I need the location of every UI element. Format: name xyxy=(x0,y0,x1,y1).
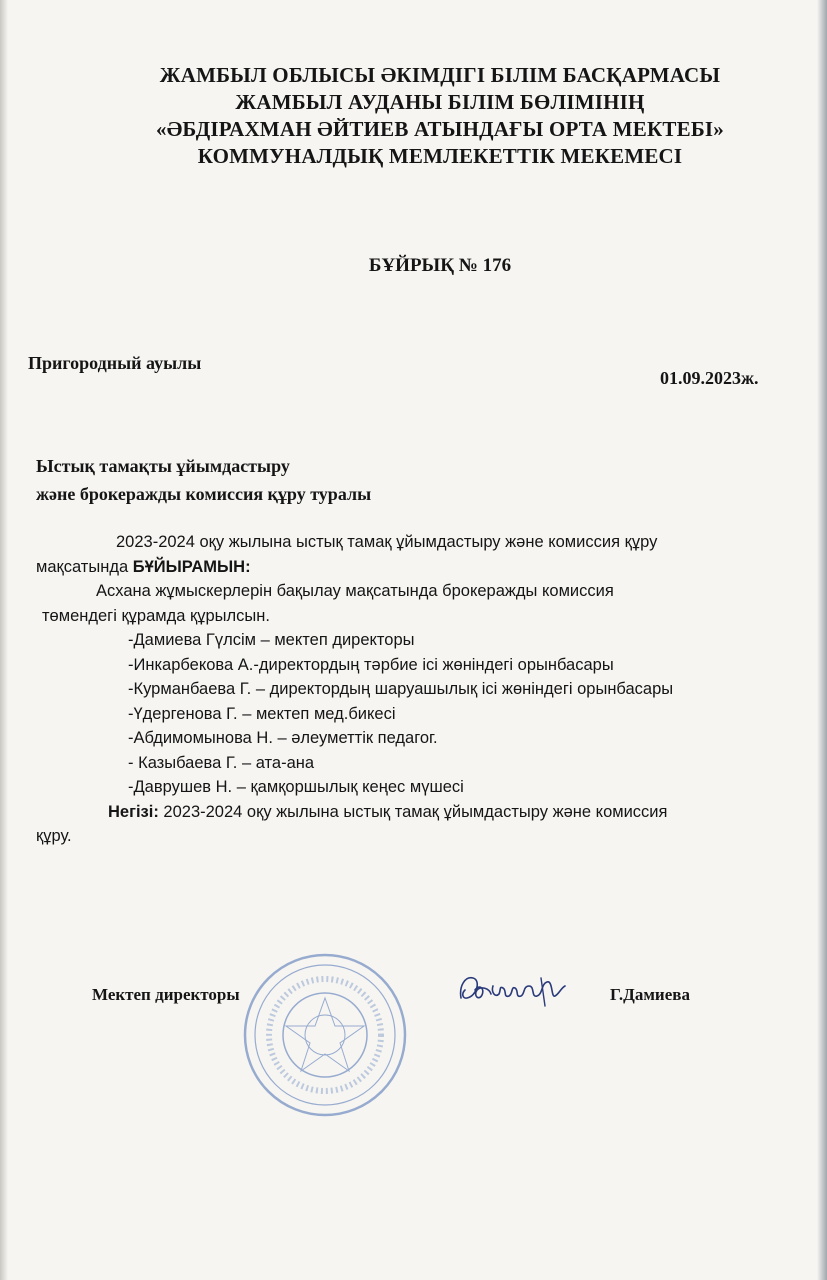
header-line-2: ЖАМБЫЛ АУДАНЫ БІЛІМ БӨЛІМІНІҢ xyxy=(235,90,645,114)
basis-text: 2023-2024 оқу жылына ыстық тамақ ұйымдастыру және комиссия xyxy=(158,802,668,821)
list-item: -Үдергенова Г. – мектеп мед.бикесі xyxy=(128,704,396,723)
place-of-issue: Пригородный ауылы xyxy=(28,353,202,373)
order-subject xyxy=(36,452,371,508)
subject-line-1: Ыстық тамақты ұйымдастыру xyxy=(36,456,290,476)
list-item: -Даврушев Н. – қамқоршылық кеңес мүшесі xyxy=(128,778,464,796)
header-line-4: КОММУНАЛДЫҚ МЕМЛЕКЕТТІК МЕКЕМЕСІ xyxy=(197,144,683,168)
handwritten-signature xyxy=(455,968,575,1013)
paragraph-2-line-2: төмендегі құрамда құрылсын. xyxy=(42,606,270,625)
paragraph-1-prefix: мақсатында xyxy=(36,557,133,576)
list-item: -Дамиева Гүлсім – мектеп директоры xyxy=(128,631,415,649)
organization-header xyxy=(100,62,780,170)
order-date: 01.09.2023ж. xyxy=(660,368,759,388)
list-item: -Абдимомынова Н. – әлеуметтік педагог. xyxy=(128,729,438,747)
paragraph-1-line-1: 2023-2024 оқу жылына ыстық тамақ ұйымдастыру және комиссия құру xyxy=(116,533,658,551)
paragraph-2-line-1: Асхана жұмыскерлерін бақылау мақсатында брокеражды комиссия xyxy=(96,582,614,600)
header-line-3: «ӘБДІРАХМАН ӘЙТИЕВ АТЫНДАҒЫ ОРТА МЕКТЕБІ» xyxy=(156,117,724,141)
order-body xyxy=(36,530,806,849)
order-keyword: БҰЙЫРАМЫН: xyxy=(132,557,251,576)
basis-line-1 xyxy=(36,800,806,825)
list-item: -Инкарбекова А.-директордың тәрбие ісі жөніндегі орынбасары xyxy=(128,655,614,674)
official-stamp xyxy=(240,950,410,1120)
signatory-name: Г.Дамиева xyxy=(610,985,690,1004)
signatory-role: Мектеп директоры xyxy=(92,985,240,1004)
basis-label: Негізі: xyxy=(108,802,159,821)
subject-line-2: және брокеражды комиссия құру туралы xyxy=(36,484,372,504)
order-title: БҰЙРЫҚ № 176 xyxy=(368,255,512,276)
scan-edge-right xyxy=(817,0,827,1280)
basis-line-2: құру. xyxy=(36,827,72,845)
paragraph-1-line-2 xyxy=(36,555,806,580)
scan-edge-left xyxy=(0,0,8,1280)
header-line-1: ЖАМБЫЛ ОБЛЫСЫ ӘКІМДІГІ БІЛІМ БАСҚАРМАСЫ xyxy=(159,63,721,87)
list-item: -Курманбаева Г. – директордың шаруашылық ісі жөніндегі орынбасары xyxy=(128,680,674,698)
list-item: - Казыбаева Г. – ата-ана xyxy=(128,753,315,772)
